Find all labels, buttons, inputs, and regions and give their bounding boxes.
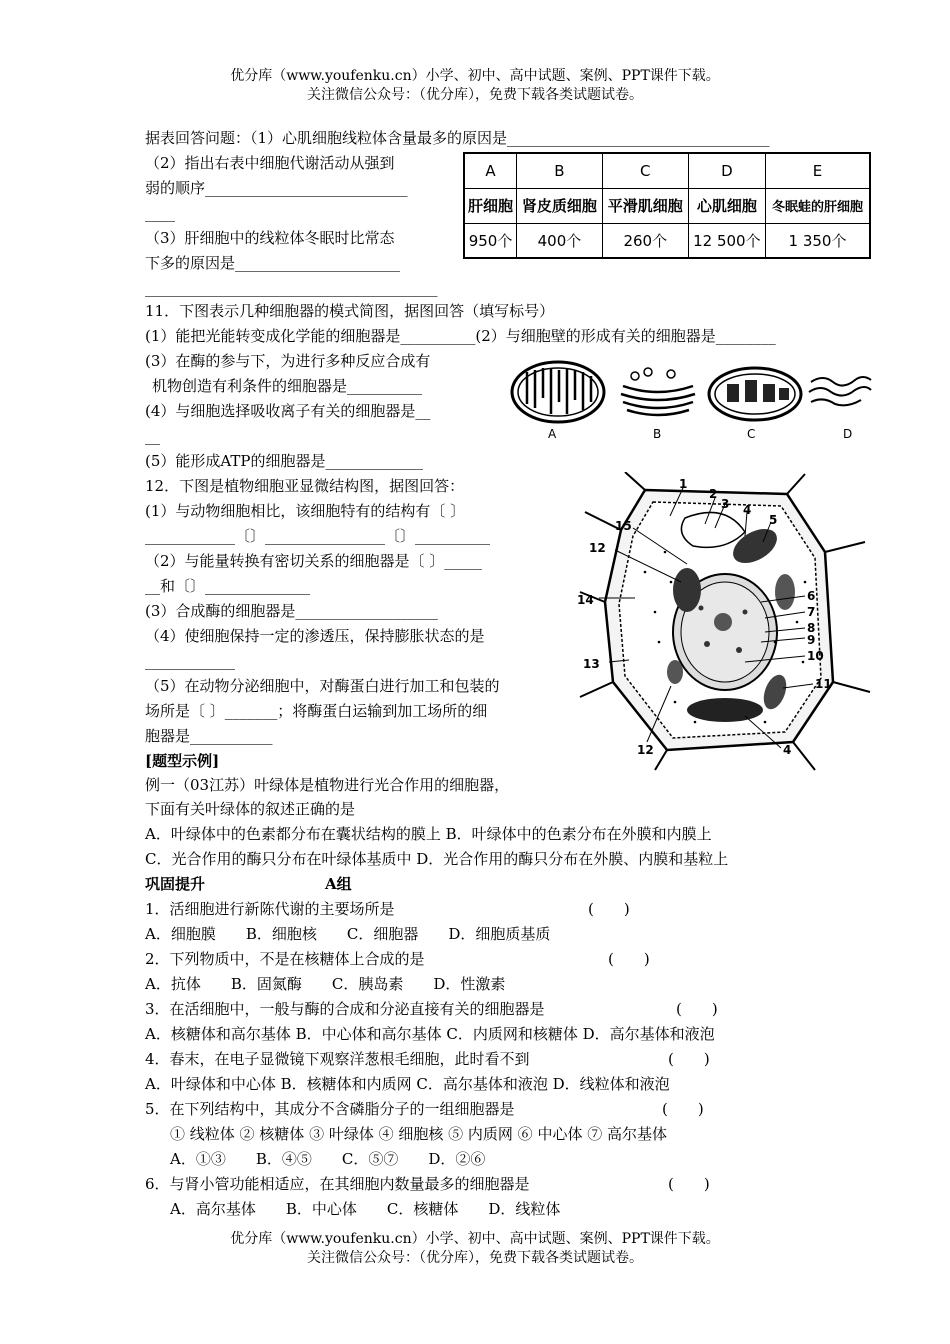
footer-line-2: 关注微信公众号：（优分库），免费下载各类试题试卷。: [307, 1250, 643, 1266]
practice-q6-options: A．高尔基体 B．中心体 C．核糖体 D．线粒体: [170, 1200, 561, 1218]
cell-label: 9: [807, 633, 816, 647]
cell-label: 12: [589, 541, 606, 555]
q11-line-2: (1）能把光能转变成化学能的细胞器是__________(2）与细胞壁的形成有关的细胞器是________: [145, 327, 776, 345]
table-header-c: C: [602, 153, 688, 188]
table-header-b: B: [517, 153, 603, 188]
example-option-ab: A．叶绿体中的色素都分布在囊状结构的膜上 B．叶绿体中的色素分布在外膜和内膜上: [145, 825, 712, 843]
table-row: [464, 188, 870, 223]
example-title: [题型示例]: [145, 752, 220, 770]
cell-label: 1: [679, 477, 688, 491]
practice-q3: 3．在活细胞中，一般与酶的合成和分泌直接有关的细胞器是: [145, 1000, 545, 1018]
table-cell: 心肌细胞: [688, 188, 765, 223]
q12-line-10: 场所是〔 〕_______；将酶蛋白运输到加工场所的细: [145, 702, 488, 720]
answer-bracket: ( ): [662, 1100, 704, 1118]
table-row: [464, 223, 870, 258]
table-cell: 肝细胞: [464, 188, 517, 223]
cell-label: 4: [783, 743, 792, 757]
cell-label: 2: [709, 487, 718, 501]
organelle-label-c: C: [747, 427, 756, 441]
practice-title: 巩固提升: [145, 875, 206, 893]
cell-label: 14: [577, 593, 594, 607]
answer-bracket: ( ): [668, 1175, 710, 1193]
practice-q1: 1．活细胞进行新陈代谢的主要场所是: [145, 900, 395, 918]
table-cell: 肾皮质细胞: [517, 188, 603, 223]
golgi-icon: [621, 368, 695, 415]
answer-bracket: ( ): [676, 1000, 718, 1018]
footer-line-1: 优分库（www.youfenku.cn）小学、初中、高中试题、案例、PPT课件下载。: [230, 1231, 720, 1247]
q12-line-4: （2）与能量转换有密切关系的细胞器是〔 〕_____: [145, 552, 482, 570]
cell-label: 4: [743, 503, 752, 517]
practice-q1-options: A．细胞膜 B．细胞核 C．细胞器 D．细胞质基质: [145, 925, 551, 943]
answer-bracket: ( ): [668, 1050, 710, 1068]
organelle-label-a: A: [548, 427, 557, 441]
practice-q5: 5．在下列结构中，其成分不含磷脂分子的一组细胞器是: [145, 1100, 515, 1118]
cell-label: 11: [815, 677, 832, 691]
endoplasmic-reticulum-icon: [809, 377, 871, 405]
cell-label: 15: [615, 519, 632, 533]
cell-label: 12: [637, 743, 654, 757]
q10-line-4: ____: [145, 204, 175, 222]
cell-label: 5: [769, 513, 778, 527]
q10-line-7: _______________________________________: [145, 279, 438, 297]
q10-line-2: （2）指出右表中细胞代谢活动从强到: [145, 154, 395, 172]
practice-q4: 4．春末，在电子显微镜下观察洋葱根毛细胞，此时看不到: [145, 1050, 530, 1068]
q12-line-7: （4）使细胞保持一定的渗透压，保持膨胀状态的是: [145, 627, 485, 645]
q11-line-5: (4）与细胞选择吸收离子有关的细胞器是__: [145, 402, 431, 420]
plant-cell-diagram: [575, 472, 875, 772]
cell-label: 10: [807, 649, 824, 663]
practice-q5-items: ① 线粒体 ② 核糖体 ③ 叶绿体 ④ 细胞核 ⑤ 内质网 ⑥ 中心体 ⑦ 高尔基体: [170, 1125, 667, 1143]
mitochondria-table: [463, 152, 871, 259]
cell-label: 7: [807, 605, 816, 619]
q11-line-3: (3）在酶的参与下，为进行多种反应合成有: [145, 352, 431, 370]
q10-line-1: 据表回答问题：（1）心肌细胞线粒体含量最多的原因是___________________________________: [145, 129, 770, 147]
cell-label: 13: [583, 657, 600, 671]
table-cell: 950个: [464, 223, 517, 258]
q10-line-3: 弱的顺序___________________________: [145, 179, 408, 197]
example-line-1: 例一（03江苏）叶绿体是植物进行光合作用的细胞器，: [145, 776, 510, 794]
practice-q3-options: A．核糖体和高尔基体 B．中心体和高尔基体 C．内质网和核糖体 D．高尔基体和液泡: [145, 1025, 715, 1043]
example-line-2: 下面有关叶绿体的叙述正确的是: [145, 800, 356, 818]
q12-line-3: ____________〔〕________________〔〕__________: [145, 527, 491, 545]
q12-line-5: __和〔〕______________: [145, 577, 311, 595]
table-cell: 400个: [517, 223, 603, 258]
q12-line-9: （5）在动物分泌细胞中，对酶蛋白进行加工和包装的: [145, 677, 500, 695]
table-header-d: D: [688, 153, 765, 188]
practice-q6: 6．与肾小管功能相适应，在其细胞内数量最多的细胞器是: [145, 1175, 530, 1193]
q12-line-8: ____________: [145, 652, 235, 670]
practice-q2-options: A．抗体 B．固氮酶 C．胰岛素 D．性激素: [145, 975, 506, 993]
table-cell: 12 500个: [688, 223, 765, 258]
cell-label: 8: [807, 621, 816, 635]
q10-line-6: 下多的原因是______________________: [145, 254, 401, 272]
q11-line-6: __: [145, 427, 160, 445]
q12-line-2: (1）与动物细胞相比，该细胞特有的结构有〔 〕: [145, 502, 466, 520]
header-line-1: 优分库（www.youfenku.cn）小学、初中、高中试题、案例、PPT课件下载。: [230, 68, 720, 84]
q11-line-1: 11．下图表示几种细胞器的模式简图，据图回答（填写标号）: [145, 302, 555, 320]
q12-line-1: 12．下图是植物细胞亚显微结构图，据图回答：: [145, 477, 465, 495]
answer-bracket: ( ): [608, 950, 650, 968]
cell-label: 3: [721, 497, 730, 511]
header-line-2: 关注微信公众号：（优分库），免费下载各类试题试卷。: [307, 87, 643, 103]
example-option-cd: C．光合作用的酶只分布在叶绿体基质中 D．光合作用的酶只分布在外膜、内膜和基粒上: [145, 850, 729, 868]
cell-label: 6: [807, 589, 816, 603]
organelle-label-d: D: [843, 427, 853, 441]
table-header-a: A: [464, 153, 517, 188]
chloroplast-icon: [709, 368, 801, 420]
q10-line-5: （3）肝细胞中的线粒体冬眠时比常态: [145, 229, 395, 247]
table-cell: 260个: [602, 223, 688, 258]
practice-group: A组: [325, 875, 352, 893]
practice-q4-options: A．叶绿体和中心体 B．核糖体和内质网 C．高尔基体和液泡 D．线粒体和液泡: [145, 1075, 670, 1093]
table-header-e: E: [766, 153, 870, 188]
organelle-label-b: B: [653, 427, 662, 441]
practice-q5-options: A．①③ B．④⑤ C．⑤⑦ D．②⑥: [170, 1150, 486, 1168]
table-cell: 1 350个: [766, 223, 870, 258]
organelle-diagram: [505, 358, 875, 446]
mitochondrion-icon: [512, 362, 604, 422]
q12-line-11: 胞器是___________: [145, 727, 273, 745]
practice-q2: 2．下列物质中，不是在核糖体上合成的是: [145, 950, 425, 968]
table-row: [464, 153, 870, 188]
table-cell: 冬眠蛙的肝细胞: [766, 188, 870, 223]
table-cell: 平滑肌细胞: [602, 188, 688, 223]
answer-bracket: ( ): [588, 900, 630, 918]
q11-line-4: 机物创造有利条件的细胞器是__________: [152, 377, 423, 395]
q12-line-6: (3）合成酶的细胞器是___________________: [145, 602, 438, 620]
q11-line-7: (5）能形成ATP的细胞器是_____________: [145, 452, 424, 470]
